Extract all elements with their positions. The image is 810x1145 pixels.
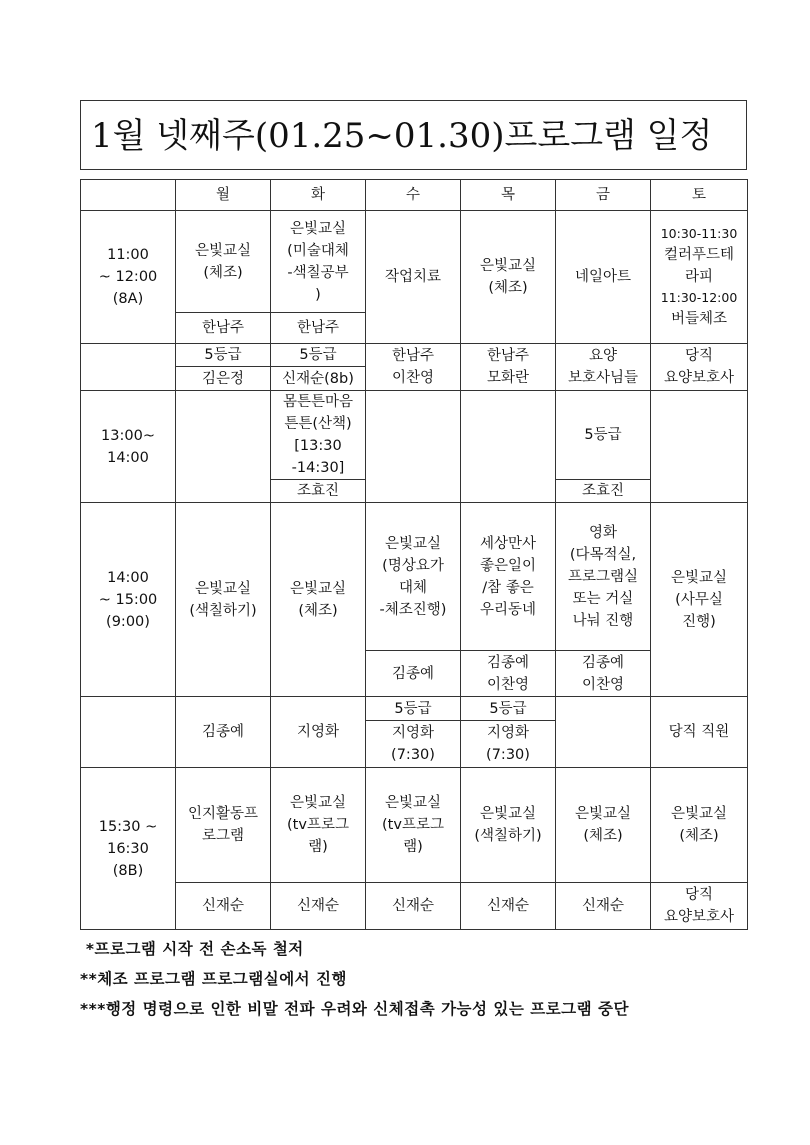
slot3-wed-grade: 5등급 [366,697,461,721]
slot1-wed-staff [366,344,461,391]
program-line: 진행) [682,613,716,630]
note-line: *프로그램 시작 전 손소독 철저 [80,940,304,958]
slot4-mon-program [176,768,271,883]
slot1-time-line: 11:00 [107,247,149,263]
slot1-sat-staff [651,344,748,391]
program-line: (체조) [488,280,528,296]
slot3-row-c [81,697,748,721]
slot1-mon-program [176,211,271,313]
slot4-row-a [81,768,748,883]
staff-line: (7:30) [486,747,530,763]
header-day-fri: 금 [556,180,651,211]
slot2-mon-empty [176,391,271,503]
slot3-mon-program [176,503,271,697]
slot4-sat-program [651,768,748,883]
program-line: -14:30] [291,460,345,476]
program-line: (체조) [203,264,243,281]
program-line: 은빛교실 [289,220,347,237]
program-line: 컬러푸드테 [663,247,735,263]
slot1-thu-program [461,211,556,344]
slot3-fri-staff [556,651,651,697]
staff-line: 모화란 [486,370,530,386]
staff-line: 김종예 [486,654,530,671]
program-line: [13:30 [294,438,342,454]
program-line: (tv프로그 [287,817,349,833]
slot1-mon-grade: 5등급 [176,344,271,367]
program-line: 은빛교실 [384,795,442,811]
header-empty [81,180,176,211]
slot4-tue-staff: 신재순 [271,883,366,930]
slot4-thu-staff: 신재순 [461,883,556,930]
program-line: (색칠하기) [189,602,257,619]
slot1-row-a [81,211,748,313]
slot3-tue-program [271,503,366,697]
slot3-fri-program [556,503,651,651]
slot3-row-a [81,503,748,651]
program-line: 램) [308,839,328,855]
staff-line: 이찬영 [486,676,530,693]
slot2-sat-empty [651,391,748,503]
slot4-wed-staff: 신재순 [366,883,461,930]
program-line: -체조진행) [379,601,447,618]
slot1-tue-staff: 신재순(8b) [271,367,366,391]
slot1-thu-staff [461,344,556,391]
slot1-time-line: (8A) [112,291,144,307]
staff-line: 당직 [684,348,713,364]
program-line: (체조) [679,828,719,844]
program-line: 은빛교실 [194,580,252,597]
program-line: 은빛교실 [479,806,537,822]
slot1-row-c [81,344,748,367]
program-line: 은빛교실 [479,258,537,274]
slot3-thu-staff [461,651,556,697]
staff-line: (7:30) [391,747,435,763]
slot4-time-line: 15:30 ~ [98,818,158,835]
slot2-wed-empty [366,391,461,503]
program-line: 대체 [398,579,427,596]
header-day-wed: 수 [366,180,461,211]
header-day-sat: 토 [651,180,748,211]
slot2-tue-program [271,391,366,480]
slot1-tue-place: 한남주 [271,313,366,344]
slot3-time-line: (9:00) [106,613,150,630]
program-line: (체조) [298,602,338,619]
slot3-tue-staff: 지영화 [271,697,366,768]
slot3-mon-staff: 김종예 [176,697,271,768]
schedule-table [80,179,748,930]
staff-line: 보호사님들 [567,370,639,386]
slot4-fri-program [556,768,651,883]
slot3-wed-staff: 김종예 [366,651,461,697]
program-line: 10:30-11:30 [660,226,738,241]
program-line: 또는 거실 [572,590,634,607]
staff-line: 지영화 [486,725,530,741]
slot1-time-empty [81,344,176,391]
page-title: 1월 넷째주(01.25~01.30)프로그램 일정 [91,116,713,156]
slot4-thu-program [461,768,556,883]
slot1-tue-program [271,211,366,313]
slot3-sat-staff: 당직 직원 [651,697,748,768]
program-line: 11:30-12:00 [660,290,738,305]
slot4-time-line: (8B) [112,862,144,879]
program-line: (색칠하기) [474,828,542,844]
program-line: 버들체조 [670,311,728,327]
slot4-mon-staff: 신재순 [176,883,271,930]
program-line: 은빛교실 [384,535,442,552]
program-line: 은빛교실 [289,580,347,597]
program-line: 우리동네 [479,601,537,618]
header-day-mon: 월 [176,180,271,211]
program-line: -색칠공부 [287,264,349,281]
program-line: 튼튼(산책) [284,416,352,432]
staff-line: 한남주 [391,348,435,364]
program-line: 램) [403,839,423,855]
staff-line: 요양보호사 [663,370,735,386]
program-line: 좋은일이 [479,557,537,574]
program-line: (명상요가 [382,557,444,574]
slot2-thu-empty [461,391,556,503]
slot2-fri-program: 5등급 [556,391,651,480]
program-line: 라피 [684,269,713,285]
slot1-wed-program: 작업치료 [366,211,461,344]
slot1-tue-grade: 5등급 [271,344,366,367]
program-line: 은빛교실 [194,242,252,259]
slot1-mon-staff: 김은정 [176,367,271,391]
slot3-time-line: ~ 15:00 [98,591,158,608]
program-line: 은빛교실 [670,569,728,586]
program-line: (사무실 [675,591,723,608]
program-line: 은빛교실 [670,806,728,822]
staff-line: 한남주 [486,348,530,364]
staff-line: 요양 [588,348,617,364]
slot3-thu-staff2 [461,721,556,768]
slot3-thu-program [461,503,556,651]
program-line: 프로그램실 [567,568,639,585]
slot4-sat-staff [651,883,748,930]
slot2-fri-staff: 조효진 [556,480,651,503]
program-line: (체조) [583,828,623,844]
staff-line: 김종예 [581,654,625,671]
slot1-sat-program [651,211,748,344]
slot4-time-line: 16:30 [107,840,149,857]
slot3-time [81,503,176,697]
staff-line: 이찬영 [391,370,435,386]
slot2-time-line: 13:00~ [101,427,155,444]
staff-line: 지영화 [391,725,435,741]
slot1-mon-place: 한남주 [176,313,271,344]
slot1-time-line: ~ 12:00 [98,269,158,285]
header-row [81,180,748,211]
slot3-thu-grade: 5등급 [461,697,556,721]
slot2-time [81,391,176,503]
staff-line: 이찬영 [581,676,625,693]
staff-line: 요양보호사 [663,909,735,925]
slot1-time [81,211,176,344]
program-line: (tv프로그 [382,817,444,833]
slot4-row-b [81,883,748,930]
slot3-wed-program [366,503,461,651]
slot2-tue-staff: 조효진 [271,480,366,503]
slot1-fri-staff [556,344,651,391]
program-line: 영화 [588,524,617,541]
program-line: (다목적실, [569,546,637,563]
staff-line: 당직 [684,887,713,903]
program-line: 세상만사 [479,535,537,552]
program-line: 나눠 진행 [572,612,634,629]
header-day-thu: 목 [461,180,556,211]
slot4-wed-program [366,768,461,883]
program-line: 은빛교실 [574,806,632,822]
program-line: /참 좋은 [482,579,534,596]
slot3-time-line: 14:00 [107,569,149,586]
slot3-sat-program [651,503,748,697]
program-line: 인지활동프 [187,806,259,822]
slot2-row-a [81,391,748,480]
program-line: 몸튼튼마음 [282,394,354,410]
program-line: 은빛교실 [289,795,347,811]
slot3-fri-empty [556,697,651,768]
header-day-tue: 화 [271,180,366,211]
program-line: 로그램 [201,828,245,844]
slot3-wed-staff2 [366,721,461,768]
title-box [80,100,747,170]
slot3-time-empty [81,697,176,768]
note-line: ***행정 명령으로 인한 비말 전파 우려와 신체접촉 가능성 있는 프로그램 중단 [80,1000,629,1018]
slot1-fri-program: 네일아트 [556,211,651,344]
note-line: **체조 프로그램 프로그램실에서 진행 [80,970,347,988]
program-line: (미술대체 [287,242,349,259]
slot2-time-line: 14:00 [107,449,149,466]
slot4-time [81,768,176,930]
slot4-tue-program [271,768,366,883]
program-line: ) [315,286,321,303]
slot4-fri-staff: 신재순 [556,883,651,930]
notes [80,934,629,1024]
